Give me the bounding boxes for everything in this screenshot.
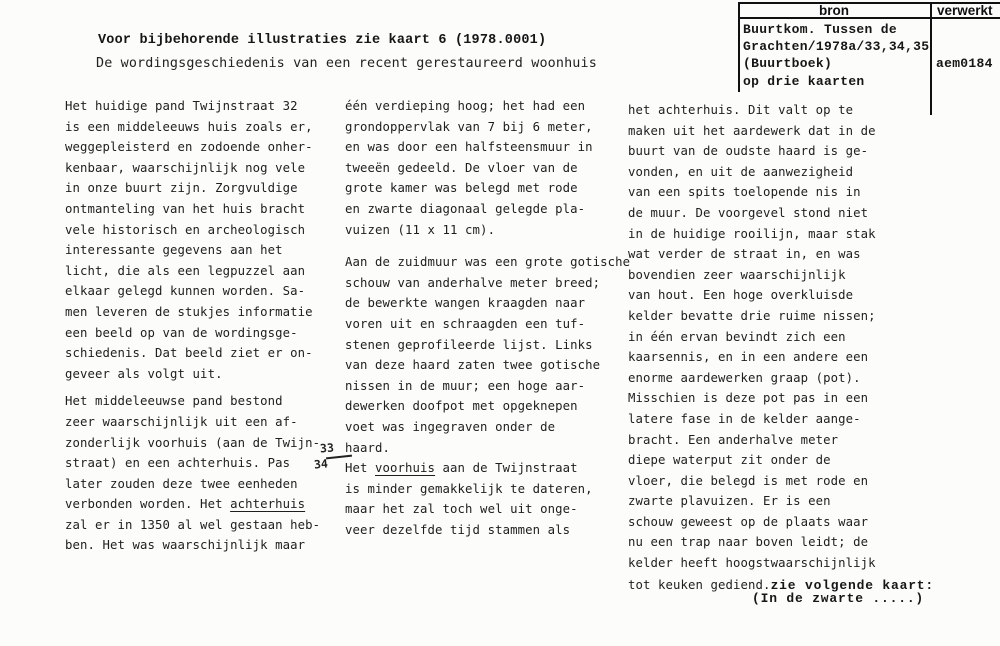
bron-column-header: bron	[819, 3, 849, 18]
verwerkt-code: aem0184	[936, 56, 993, 71]
col3-paragraph: het achterhuis. Dit valt op te maken uit het aardewerk dat in de buurt van de oudste haard is ge- vonden, en uit de aanwezigheid van een spits toelopende nis in de muur. De voorgevel stond niet in de huidige rooilijn, maar stak wat verder de straat in, en was bovendien zeer waarschijnlijk van hout. Een hoge overkluisde kelder bevatte drie ruime nissen; in één ervan bevindt zich een kaarsennis, en in een andere een enorme aardewerken graap (pot). Misschien is deze pot pas in een latere fase in de kelder aange- bracht. Een anderhalve meter diepe waterput zit onder de vloer, die belegd is met rode en zwarte plavuizen. Er is een schouw geweest op de plaats waar nu een trap naar boven leidt; de kelder heeft hoogstwaarschijnlijk	[628, 103, 876, 571]
text-column-1	[65, 96, 335, 556]
table-column-divider	[930, 2, 932, 115]
text-column-3	[628, 100, 928, 574]
col3-last-line-text: tot keuken gediend.	[628, 578, 771, 592]
col1-paragraph-1: Het huidige pand Twijnstraat 32 is een middeleeuws huis zoals er, weggepleisterd en zodoende onher- kenbaar, waarschijnlijk nog vele in onze buurt zijn. Zorgvuldige ontmanteling van het huis bracht vele historisch en archeologisch interessante gegevens aan het licht, die als een legpuzzel aan elkaar gelegd kunnen worden. Sa- men leveren de stukjes informatie een beeld op van de wordingsge- schiedenis. Dat beeld ziet er on- geveer als volgt uit.	[65, 99, 313, 381]
document-subtitle: De wordingsgeschiedenis van een recent gerestaureerd woonhuis	[96, 56, 597, 71]
col2-paragraph-2: Aan de zuidmuur was een grote gotische schouw van anderhalve meter breed; de bewerkte wangen kraagden naar voren uit en schraagden een tuf- stenen geprofileerde lijst. Links van deze haard zaten twee gotische nissen in de muur; een hoge aar- dewerken doofpot met opgeknepen voet was ingegraven onder de haard. Het voorhuis aan de Twijnstraat is minder gemakkelijk te dateren, maar het zal toch wel uit onge- veer dezelfde tijd stammen als	[345, 255, 631, 537]
margin-note-33: 33	[319, 440, 335, 456]
see-next-card-note: zie volgende kaart:	[770, 578, 935, 593]
text-column-2	[345, 96, 645, 540]
source-cell: Buurtkom. Tussen de Grachten/1978a/33,34,35 (Buurtboek) op drie kaarten	[743, 22, 930, 89]
margin-note-34: 34	[313, 456, 329, 472]
verwerkt-column-header: verwerkt	[937, 3, 993, 18]
col1-paragraph-2: Het middeleeuwse pand bestond zeer waarschijnlijk uit een af- zonderlijk voorhuis (aan de Twijn- straat) en een achterhuis. Pas later zouden deze twee eenheden verbonden worden. Het achterhuis zal er in 1350 al wel gestaan heb- ben. Het was waarschijnlijk maar	[65, 394, 321, 553]
in-black-note: (In de zwarte .....)	[752, 591, 925, 606]
document-title: Voor bijbehorende illustraties zie kaart 6 (1978.0001)	[98, 33, 547, 48]
col2-paragraph-1: één verdieping hoog; het had een grondoppervlak van 7 bij 6 meter, en was door een halfsteensmuur in tweeën gedeeld. De vloer van de grote kamer was belegd met rode en zwarte diagonaal gelegde pla- vuizen (11 x 11 cm).	[345, 99, 593, 237]
